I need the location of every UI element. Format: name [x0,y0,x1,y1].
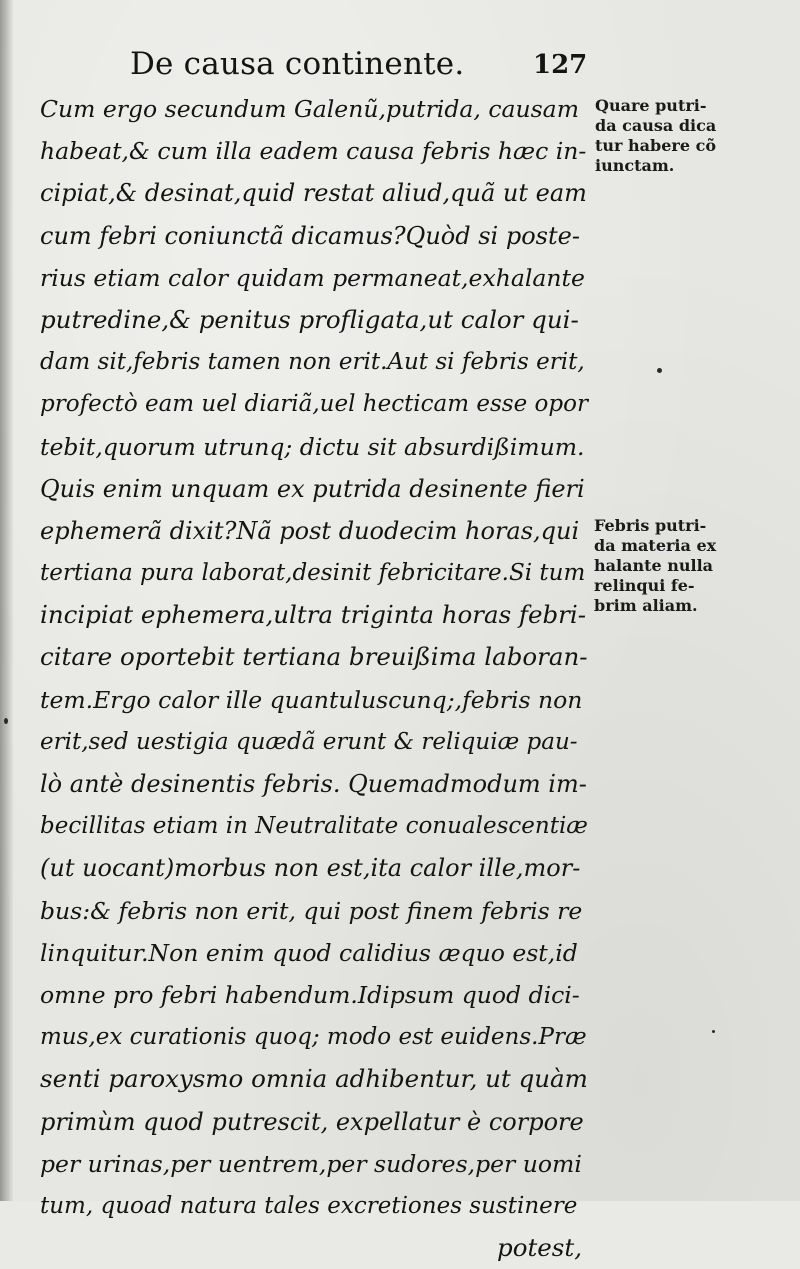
text-line: lò antè desinentis febris. Quemadmodum im- [40,770,587,798]
text-line: putredine,& penitus profligata,ut calor qui- [40,304,579,334]
page-number: 127 [533,50,588,80]
text-line: incipiat ephemera,ultra triginta horas febri- [40,600,587,630]
text-line: tum, quoad natura tales excretiones sustinere [40,1192,578,1219]
ink-speck [712,1030,715,1033]
text-line: (ut uocant)morbus non est,ita calor ille,mor- [40,854,581,883]
text-line: senti paroxysmo omnia adhibentur, ut quàm [40,1064,588,1094]
text-line: primùm quod putrescit, expellatur è corpore [40,1107,584,1136]
text-line: erit,sed uestigia quædã erunt & reliquiæ pau- [40,728,578,755]
binding-shadow [0,0,14,1201]
marginal-note [594,516,716,616]
text-line-catch-end: potest, [497,1233,582,1263]
text-line: omne pro febri habendum.Idipsum quod dici- [40,980,580,1009]
text-line: becillitas etiam in Neutralitate conualescentiæ [40,813,588,840]
ink-speck [657,368,662,373]
marginal-note-line: Febris putri- [594,516,707,535]
main-text-block [40,88,588,1269]
text-line: mus,ex curationis quoq; modo est euidens.Præ [40,1024,587,1051]
text-line: tertiana pura laborat,desinit febricitare.Si tum [40,560,586,587]
text-line: Cum ergo secundum Galenũ,putrida, causam [40,95,579,123]
marginal-note-line: relinqui fe- [594,576,695,595]
text-line: cipiat,& desinat,quid restat aliud,quã ut eam [40,179,587,208]
marginal-note-line: tur habere cõ [595,136,716,155]
text-line: tem.Ergo calor ille quantuluscunq;,febris non [40,685,583,714]
text-line: profectò eam uel diariã,uel hecticam esse opor [40,391,588,418]
text-line: bus:& febris non erit, qui post finem febris re [40,896,583,925]
marginal-note-line: da materia ex [594,536,717,555]
text-line: linquitur.Non enim quod calidius æquo est,id [40,938,578,967]
text-line: Quis enim unquam ex putrida desinente fieri [40,474,585,503]
marginal-note-line: da causa dica [595,116,717,135]
running-head: De causa continente. [130,46,465,82]
marginal-note [595,96,716,176]
text-line: rius etiam calor quidam permaneat,exhalante [40,263,585,292]
marginal-note-line: Quare putri- [595,96,707,115]
text-line: citare oportebit tertiana breuißima laboran- [40,642,588,672]
text-line: tebit,quorum utrunq; dictu sit absurdißimum. [40,432,585,461]
marginal-note-line: halante nulla [594,556,714,575]
marginal-note-line: brim aliam. [594,596,698,615]
marginal-note-line: iunctam. [595,156,675,175]
text-line: ephemerã dixit?Nã post duodecim horas,qui [40,516,580,545]
text-line: per urinas,per uentrem,per sudores,per uomi [40,1149,582,1178]
text-line: dam sit,febris tamen non erit.Aut si febris erit, [40,349,585,376]
text-line: habeat,& cum illa eadem causa febris hæc in- [40,137,587,166]
ink-speck [4,718,8,724]
text-line: cum febri coniunctã dicamus?Quòd si poste- [40,221,580,250]
